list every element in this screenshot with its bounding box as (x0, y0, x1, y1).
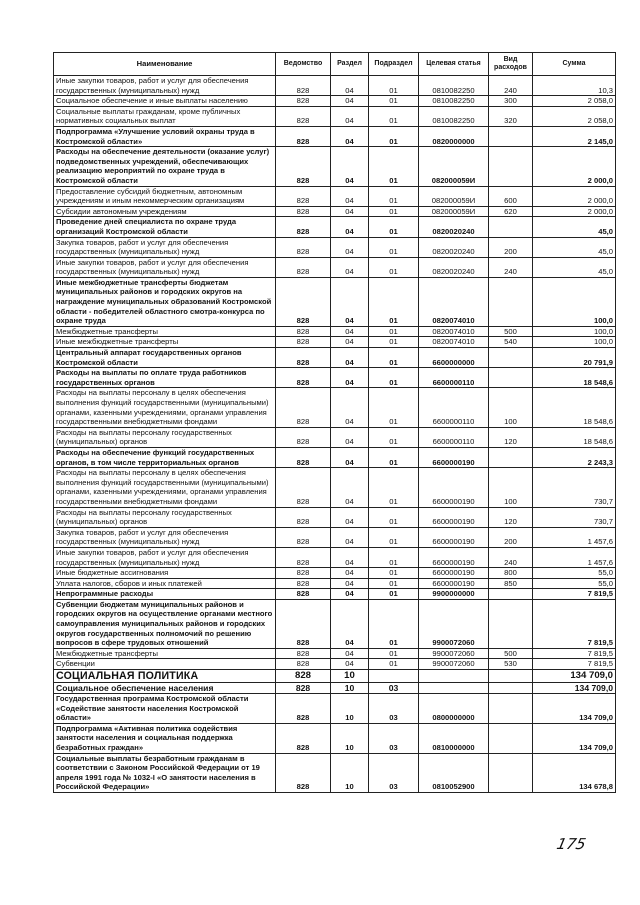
cell-target-article: 6600000190 (419, 568, 489, 579)
cell-subsection: 01 (369, 237, 419, 257)
cell-expense-type (489, 723, 533, 753)
cell-department: 828 (276, 96, 331, 107)
table-row (54, 186, 616, 206)
cell-amount: 100,0 (533, 337, 616, 348)
cell-name: Иные бюджетные ассигнования (54, 568, 276, 579)
cell-target-article: 0800000000 (419, 694, 489, 724)
cell-section: 10 (331, 723, 369, 753)
cell-name: Расходы на выплаты по оплате труда работников государственных органов (54, 368, 276, 388)
cell-target-article: 0810082250 (419, 96, 489, 107)
cell-expense-type: 240 (489, 547, 533, 567)
cell-target-article: 6600000190 (419, 468, 489, 507)
cell-target-article: 0810082250 (419, 106, 489, 126)
cell-target-article: 9900072060 (419, 659, 489, 670)
cell-subsection: 01 (369, 126, 419, 146)
cell-target-article (419, 670, 489, 683)
cell-name: Расходы на выплаты персоналу государственных (муниципальных) органов (54, 507, 276, 527)
cell-expense-type (489, 348, 533, 368)
cell-expense-type: 300 (489, 96, 533, 107)
cell-expense-type: 620 (489, 206, 533, 217)
cell-expense-type (489, 126, 533, 146)
cell-amount: 45,0 (533, 257, 616, 277)
cell-department: 828 (276, 648, 331, 659)
table-header-row (54, 53, 616, 76)
cell-subsection: 03 (369, 683, 419, 694)
cell-department: 828 (276, 599, 331, 648)
cell-target-article: 9900072060 (419, 599, 489, 648)
cell-amount: 18 548,6 (533, 388, 616, 427)
cell-name: Иные межбюджетные трансферты (54, 337, 276, 348)
cell-expense-type: 120 (489, 507, 533, 527)
cell-name: Иные закупки товаров, работ и услуг для обеспечения государственных (муниципальных) нужд (54, 76, 276, 96)
cell-expense-type: 850 (489, 578, 533, 589)
cell-subsection: 01 (369, 106, 419, 126)
cell-subsection: 01 (369, 589, 419, 600)
cell-expense-type: 500 (489, 648, 533, 659)
cell-department: 828 (276, 427, 331, 447)
cell-section: 04 (331, 217, 369, 237)
cell-target-article: 0820074010 (419, 337, 489, 348)
cell-section: 04 (331, 507, 369, 527)
cell-expense-type (489, 217, 533, 237)
cell-target-article: 082000059И (419, 206, 489, 217)
cell-name: Иные закупки товаров, работ и услуг для обеспечения государственных (муниципальных) нужд (54, 257, 276, 277)
cell-name: Проведение дней специалиста по охране труда организаций Костромской области (54, 217, 276, 237)
cell-department: 828 (276, 217, 331, 237)
cell-target-article: 0810000000 (419, 723, 489, 753)
cell-department: 828 (276, 753, 331, 792)
cell-expense-type (489, 599, 533, 648)
cell-section: 04 (331, 337, 369, 348)
budget-table (53, 52, 616, 793)
table-row (54, 447, 616, 467)
cell-target-article: 0820000000 (419, 126, 489, 146)
cell-expense-type: 600 (489, 186, 533, 206)
table-row (54, 568, 616, 579)
cell-section: 04 (331, 388, 369, 427)
cell-section: 04 (331, 147, 369, 186)
cell-department: 828 (276, 388, 331, 427)
cell-department: 828 (276, 106, 331, 126)
table-row (54, 683, 616, 694)
cell-target-article: 6600000190 (419, 447, 489, 467)
cell-subsection: 01 (369, 186, 419, 206)
cell-subsection: 01 (369, 447, 419, 467)
cell-department: 828 (276, 507, 331, 527)
cell-amount: 10,3 (533, 76, 616, 96)
header-department: Ведомство (276, 53, 331, 76)
cell-name: Социальные выплаты безработным гражданам в соответствии с Законом Российской Федерации от 19 апреля 1991 года № 1032-I «О занятости населения в Российской Федерации» (54, 753, 276, 792)
table-row (54, 257, 616, 277)
cell-amount: 2 058,0 (533, 106, 616, 126)
cell-amount: 45,0 (533, 237, 616, 257)
header-subsection: Подраздел (369, 53, 419, 76)
cell-section: 04 (331, 599, 369, 648)
cell-department: 828 (276, 527, 331, 547)
cell-amount: 7 819,5 (533, 589, 616, 600)
cell-department: 828 (276, 659, 331, 670)
cell-department: 828 (276, 578, 331, 589)
header-name: Наименование (54, 53, 276, 76)
cell-subsection: 01 (369, 337, 419, 348)
table-row (54, 237, 616, 257)
table-row (54, 277, 616, 326)
cell-target-article: 6600000000 (419, 348, 489, 368)
cell-department: 828 (276, 547, 331, 567)
table-row (54, 527, 616, 547)
cell-section: 04 (331, 326, 369, 337)
cell-amount: 7 819,5 (533, 659, 616, 670)
table-row (54, 388, 616, 427)
cell-amount: 18 548,6 (533, 368, 616, 388)
cell-expense-type: 200 (489, 527, 533, 547)
cell-amount: 2 058,0 (533, 96, 616, 107)
cell-amount: 134 709,0 (533, 683, 616, 694)
cell-expense-type (489, 447, 533, 467)
cell-expense-type: 540 (489, 337, 533, 348)
cell-subsection: 01 (369, 257, 419, 277)
cell-expense-type: 530 (489, 659, 533, 670)
page-number: 175 (555, 835, 588, 853)
header-section: Раздел (331, 53, 369, 76)
cell-expense-type (489, 753, 533, 792)
table-row (54, 147, 616, 186)
cell-amount: 2 000,0 (533, 147, 616, 186)
cell-department: 828 (276, 568, 331, 579)
cell-amount: 1 457,6 (533, 547, 616, 567)
cell-target-article: 6600000110 (419, 368, 489, 388)
cell-name: Центральный аппарат государственных органов Костромской области (54, 348, 276, 368)
cell-expense-type: 100 (489, 388, 533, 427)
cell-subsection: 01 (369, 599, 419, 648)
table-row (54, 659, 616, 670)
cell-name: Социальное обеспечение населения (54, 683, 276, 694)
table-row (54, 468, 616, 507)
cell-department: 828 (276, 206, 331, 217)
cell-expense-type: 240 (489, 257, 533, 277)
cell-subsection: 01 (369, 76, 419, 96)
cell-department: 828 (276, 683, 331, 694)
cell-amount: 2 145,0 (533, 126, 616, 146)
cell-section: 04 (331, 106, 369, 126)
cell-department: 828 (276, 277, 331, 326)
cell-section: 10 (331, 753, 369, 792)
table-row (54, 427, 616, 447)
table-row (54, 547, 616, 567)
cell-section: 04 (331, 648, 369, 659)
cell-target-article: 082000059И (419, 186, 489, 206)
cell-subsection: 01 (369, 217, 419, 237)
cell-department: 828 (276, 257, 331, 277)
cell-expense-type: 120 (489, 427, 533, 447)
cell-subsection: 01 (369, 206, 419, 217)
header-target-article: Целевая статья (419, 53, 489, 76)
cell-section: 04 (331, 568, 369, 579)
cell-target-article: 0820020240 (419, 217, 489, 237)
cell-department: 828 (276, 468, 331, 507)
cell-section: 04 (331, 206, 369, 217)
cell-target-article: 082000059И (419, 147, 489, 186)
cell-subsection: 01 (369, 348, 419, 368)
cell-amount: 730,7 (533, 507, 616, 527)
cell-target-article: 6600000190 (419, 578, 489, 589)
cell-department: 828 (276, 368, 331, 388)
cell-subsection: 01 (369, 468, 419, 507)
cell-subsection (369, 670, 419, 683)
cell-section: 04 (331, 427, 369, 447)
cell-subsection: 01 (369, 527, 419, 547)
cell-department: 828 (276, 694, 331, 724)
cell-section: 04 (331, 547, 369, 567)
table-row (54, 206, 616, 217)
cell-section: 04 (331, 348, 369, 368)
cell-expense-type (489, 589, 533, 600)
cell-subsection: 01 (369, 277, 419, 326)
cell-department: 828 (276, 237, 331, 257)
cell-name: Межбюджетные трансферты (54, 648, 276, 659)
table-row (54, 723, 616, 753)
cell-name: Закупка товаров, работ и услуг для обеспечения государственных (муниципальных) нужд (54, 237, 276, 257)
table-row (54, 106, 616, 126)
table-row (54, 670, 616, 683)
cell-name: Расходы на выплаты персоналу в целях обеспечения выполнения функций государственными (муниципальными) органами, казенными учреждениями, органами управления государственными внебюджетными фондами (54, 388, 276, 427)
cell-department: 828 (276, 126, 331, 146)
table-row (54, 648, 616, 659)
cell-amount: 134 678,8 (533, 753, 616, 792)
cell-target-article: 6600000110 (419, 427, 489, 447)
cell-subsection: 01 (369, 147, 419, 186)
cell-subsection: 03 (369, 694, 419, 724)
cell-name: Государственная программа Костромской области «Содействие занятости населения Костромской области» (54, 694, 276, 724)
cell-expense-type: 100 (489, 468, 533, 507)
cell-expense-type (489, 670, 533, 683)
cell-amount: 2 000,0 (533, 186, 616, 206)
table-row (54, 217, 616, 237)
cell-target-article: 0820074010 (419, 326, 489, 337)
cell-name: Межбюджетные трансферты (54, 326, 276, 337)
cell-section: 04 (331, 76, 369, 96)
cell-department: 828 (276, 670, 331, 683)
cell-amount: 100,0 (533, 326, 616, 337)
cell-subsection: 01 (369, 326, 419, 337)
cell-target-article: 6600000190 (419, 547, 489, 567)
table-row (54, 368, 616, 388)
table-row (54, 599, 616, 648)
cell-section: 04 (331, 368, 369, 388)
cell-amount: 1 457,6 (533, 527, 616, 547)
cell-department: 828 (276, 723, 331, 753)
table-row (54, 326, 616, 337)
cell-expense-type: 500 (489, 326, 533, 337)
cell-name: Расходы на выплаты персоналу в целях обеспечения выполнения функций государственными (муниципальными) органами, казенными учреждениями, органами управления государственными внебюджетными фондами (54, 468, 276, 507)
header-expense-type: Вид расходов (489, 53, 533, 76)
cell-section: 10 (331, 670, 369, 683)
table-row (54, 96, 616, 107)
cell-target-article: 9900072060 (419, 648, 489, 659)
table-row (54, 348, 616, 368)
cell-section: 04 (331, 527, 369, 547)
cell-section: 04 (331, 257, 369, 277)
cell-department: 828 (276, 348, 331, 368)
cell-expense-type (489, 694, 533, 724)
table-row (54, 126, 616, 146)
cell-section: 04 (331, 237, 369, 257)
cell-department: 828 (276, 326, 331, 337)
cell-target-article: 0820074010 (419, 277, 489, 326)
table-row (54, 753, 616, 792)
cell-target-article: 0820020240 (419, 237, 489, 257)
cell-subsection: 01 (369, 659, 419, 670)
cell-expense-type: 800 (489, 568, 533, 579)
cell-amount: 45,0 (533, 217, 616, 237)
cell-section: 04 (331, 659, 369, 670)
cell-expense-type: 320 (489, 106, 533, 126)
cell-section: 04 (331, 447, 369, 467)
cell-target-article: 6600000190 (419, 527, 489, 547)
cell-department: 828 (276, 447, 331, 467)
cell-expense-type (489, 683, 533, 694)
cell-amount: 100,0 (533, 277, 616, 326)
cell-name: Социальные выплаты гражданам, кроме публичных нормативных социальных выплат (54, 106, 276, 126)
cell-name: Иные межбюджетные трансферты бюджетам муниципальных районов и городских округов на награждение муниципальных образований Костромской области - победителей областного смотра-конкурса по охране труда (54, 277, 276, 326)
cell-name: Предоставление субсидий бюджетным, автономным учреждениям и иным некоммерческим организациям (54, 186, 276, 206)
table-row (54, 589, 616, 600)
table-row (54, 578, 616, 589)
cell-amount: 7 819,5 (533, 599, 616, 648)
cell-name: Субсидии автономным учреждениям (54, 206, 276, 217)
cell-target-article: 6600000110 (419, 388, 489, 427)
cell-name: Подпрограмма «Активная политика содействия занятости населения и социальная поддержка безработных граждан» (54, 723, 276, 753)
cell-target-article: 0810052900 (419, 753, 489, 792)
cell-target-article (419, 683, 489, 694)
table-body (54, 76, 616, 793)
cell-section: 04 (331, 589, 369, 600)
cell-department: 828 (276, 589, 331, 600)
cell-subsection: 03 (369, 723, 419, 753)
cell-amount: 7 819,5 (533, 648, 616, 659)
cell-amount: 134 709,0 (533, 723, 616, 753)
cell-department: 828 (276, 76, 331, 96)
cell-expense-type (489, 277, 533, 326)
cell-target-article: 6600000190 (419, 507, 489, 527)
cell-amount: 20 791,9 (533, 348, 616, 368)
cell-name: Социальное обеспечение и иные выплаты населению (54, 96, 276, 107)
cell-amount: 134 709,0 (533, 670, 616, 683)
cell-name: Уплата налогов, сборов и иных платежей (54, 578, 276, 589)
cell-name: Расходы на выплаты персоналу государственных (муниципальных) органов (54, 427, 276, 447)
cell-subsection: 01 (369, 547, 419, 567)
cell-expense-type: 200 (489, 237, 533, 257)
cell-subsection: 01 (369, 427, 419, 447)
cell-subsection: 01 (369, 578, 419, 589)
cell-name: СОЦИАЛЬНАЯ ПОЛИТИКА (54, 670, 276, 683)
cell-section: 04 (331, 578, 369, 589)
cell-name: Непрограммные расходы (54, 589, 276, 600)
cell-subsection: 03 (369, 753, 419, 792)
cell-section: 04 (331, 468, 369, 507)
cell-subsection: 01 (369, 96, 419, 107)
cell-department: 828 (276, 337, 331, 348)
cell-subsection: 01 (369, 388, 419, 427)
cell-amount: 2 243,3 (533, 447, 616, 467)
cell-section: 10 (331, 683, 369, 694)
cell-name: Расходы на обеспечение деятельности (оказание услуг) подведомственных учреждений, обеспечивающих реализацию мероприятий по охране труда в Костромской области (54, 147, 276, 186)
cell-amount: 55,0 (533, 568, 616, 579)
cell-section: 04 (331, 126, 369, 146)
cell-department: 828 (276, 147, 331, 186)
cell-amount: 134 709,0 (533, 694, 616, 724)
table-row (54, 694, 616, 724)
cell-section: 10 (331, 694, 369, 724)
cell-section: 04 (331, 277, 369, 326)
header-amount: Сумма (533, 53, 616, 76)
table-row (54, 507, 616, 527)
cell-amount: 730,7 (533, 468, 616, 507)
cell-name: Расходы на обеспечение функций государственных органов, в том числе территориальных органов (54, 447, 276, 467)
cell-target-article: 9900000000 (419, 589, 489, 600)
cell-amount: 18 548,6 (533, 427, 616, 447)
cell-amount: 2 000,0 (533, 206, 616, 217)
cell-expense-type (489, 147, 533, 186)
cell-target-article: 0810082250 (419, 76, 489, 96)
cell-name: Закупка товаров, работ и услуг для обеспечения государственных (муниципальных) нужд (54, 527, 276, 547)
cell-target-article: 0820020240 (419, 257, 489, 277)
cell-section: 04 (331, 186, 369, 206)
cell-name: Подпрограмма «Улучшение условий охраны труда в Костромской области» (54, 126, 276, 146)
cell-name: Субвенции (54, 659, 276, 670)
cell-subsection: 01 (369, 507, 419, 527)
cell-subsection: 01 (369, 368, 419, 388)
cell-department: 828 (276, 186, 331, 206)
cell-subsection: 01 (369, 648, 419, 659)
cell-name: Иные закупки товаров, работ и услуг для обеспечения государственных (муниципальных) нужд (54, 547, 276, 567)
cell-expense-type: 240 (489, 76, 533, 96)
table-row (54, 76, 616, 96)
cell-subsection: 01 (369, 568, 419, 579)
cell-name: Субвенции бюджетам муниципальных районов и городских округов на осуществление органами местного самоуправления муниципальных районов и городских округов государственных полномочий по решению вопросов в сфере трудовых отношений (54, 599, 276, 648)
cell-amount: 55,0 (533, 578, 616, 589)
cell-section: 04 (331, 96, 369, 107)
cell-expense-type (489, 368, 533, 388)
table-row (54, 337, 616, 348)
